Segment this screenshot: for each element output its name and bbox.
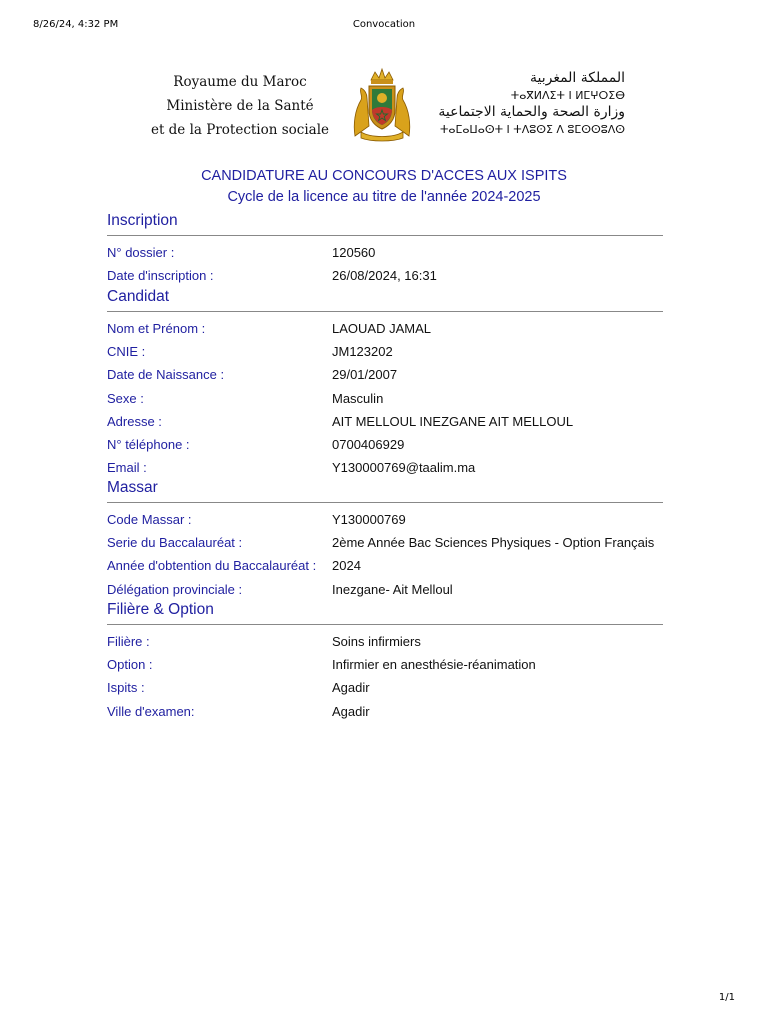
section-title: Candidat	[107, 288, 170, 305]
field-row-ispits	[107, 676, 663, 699]
field-label: CNIE :	[107, 344, 146, 360]
field-row-option	[107, 653, 663, 676]
field-row-telephone	[107, 433, 663, 456]
field-label: Serie du Baccalauréat :	[107, 535, 243, 551]
field-value: Masculin	[332, 390, 384, 406]
field-label: Délégation provinciale :	[107, 581, 243, 597]
print-title: Convocation	[352, 19, 416, 30]
field-row-date-inscription	[107, 264, 663, 287]
field-label: Ispits :	[107, 680, 145, 696]
field-value: Soins infirmiers	[332, 634, 421, 649]
field-label: Date de Naissance :	[107, 367, 225, 383]
section-inscription	[107, 210, 663, 287]
field-label: Sexe :	[107, 390, 144, 406]
field-label: Code Massar :	[107, 512, 192, 527]
document-title-line1: CANDIDATURE AU CONCOURS D'ACCES AUX ISPITS	[201, 168, 567, 184]
field-value: Y130000769@taalim.ma	[332, 460, 476, 476]
letterhead-ar-ministry: وزارة الصحة والحماية الاجتماعية	[438, 104, 625, 120]
section-divider	[107, 624, 663, 625]
field-value: JM123202	[332, 344, 393, 360]
field-label: Email :	[107, 460, 147, 476]
field-value: Infirmier en anesthésie-réanimation	[332, 657, 536, 673]
field-label: Nom et Prénom :	[107, 321, 206, 336]
section-divider	[107, 502, 663, 503]
section-massar	[107, 477, 663, 601]
field-label: N° téléphone :	[107, 436, 190, 452]
field-label: Ville d'examen:	[107, 703, 195, 719]
field-value: 29/01/2007	[332, 367, 398, 383]
field-row-naissance	[107, 363, 663, 386]
field-label: Date d'inscription :	[107, 268, 214, 284]
field-row-sexe	[107, 387, 663, 410]
field-value: 26/08/2024, 16:31	[332, 268, 437, 284]
field-value: 0700406929	[332, 436, 405, 452]
field-row-serie-bac	[107, 531, 663, 554]
field-value: Agadir	[332, 680, 370, 696]
print-datetime: 8/26/24, 4:32 PM	[33, 19, 119, 30]
letterhead-french	[140, 70, 340, 142]
field-value: Inezgane- Ait Melloul	[332, 581, 453, 597]
field-row-cnie	[107, 340, 663, 363]
section-title: Filière & Option	[107, 601, 214, 618]
field-row-annee-bac	[107, 554, 663, 577]
document-title	[0, 166, 768, 208]
field-row-ville-examen	[107, 700, 663, 723]
field-row-dossier	[107, 241, 663, 264]
field-row-email	[107, 456, 663, 479]
field-label: Année d'obtention du Baccalauréat :	[107, 558, 317, 574]
letterhead-tz-kingdom: ⵜⴰⴳⵍⴷⵉⵜ ⵏ ⵍⵎⵖⵔⵉⴱ	[510, 89, 625, 102]
section-divider	[107, 311, 663, 312]
field-value: Agadir	[332, 703, 370, 719]
field-row-code-massar	[107, 508, 663, 531]
section-candidat	[107, 286, 663, 479]
page-number: 1/1	[718, 992, 735, 1003]
field-row-delegation	[107, 578, 663, 601]
field-label: Option :	[107, 657, 153, 673]
field-row-nom	[107, 317, 663, 340]
letterhead-ministry: Ministère de la Santé	[166, 98, 314, 114]
letterhead-ar-kingdom: المملكة المغربية	[529, 70, 625, 86]
field-row-adresse	[107, 410, 663, 433]
section-title: Inscription	[107, 212, 178, 229]
field-value: 2024	[332, 558, 361, 574]
field-value: Y130000769	[332, 512, 406, 527]
field-label: Filière :	[107, 634, 150, 649]
coat-of-arms-icon	[349, 66, 415, 142]
field-value: LAOUAD JAMAL	[332, 321, 431, 336]
field-value: AIT MELLOUL INEZGANE AIT MELLOUL	[332, 413, 574, 429]
field-value: 2ème Année Bac Sciences Physiques - Option Français	[332, 535, 655, 551]
field-row-filiere	[107, 630, 663, 653]
letterhead-arabic	[430, 70, 625, 138]
letterhead-ministry-2: et de la Protection sociale	[150, 122, 330, 138]
field-label: Adresse :	[107, 413, 162, 429]
section-divider	[107, 235, 663, 236]
letterhead-kingdom: Royaume du Maroc	[173, 74, 307, 90]
letterhead-tz-ministry: ⵜⴰⵎⴰⵡⴰⵙⵜ ⵏ ⵜⴷⵓⵙⵉ ⴷ ⵓⵎⵙⵙⵓⴷⵙ	[439, 123, 625, 136]
section-title: Massar	[107, 479, 158, 496]
field-value: 120560	[332, 245, 376, 260]
section-filiere	[107, 599, 663, 723]
document-title-line2: Cycle de la licence au titre de l'année 2024-2025	[227, 189, 541, 205]
field-label: N° dossier :	[107, 245, 175, 260]
